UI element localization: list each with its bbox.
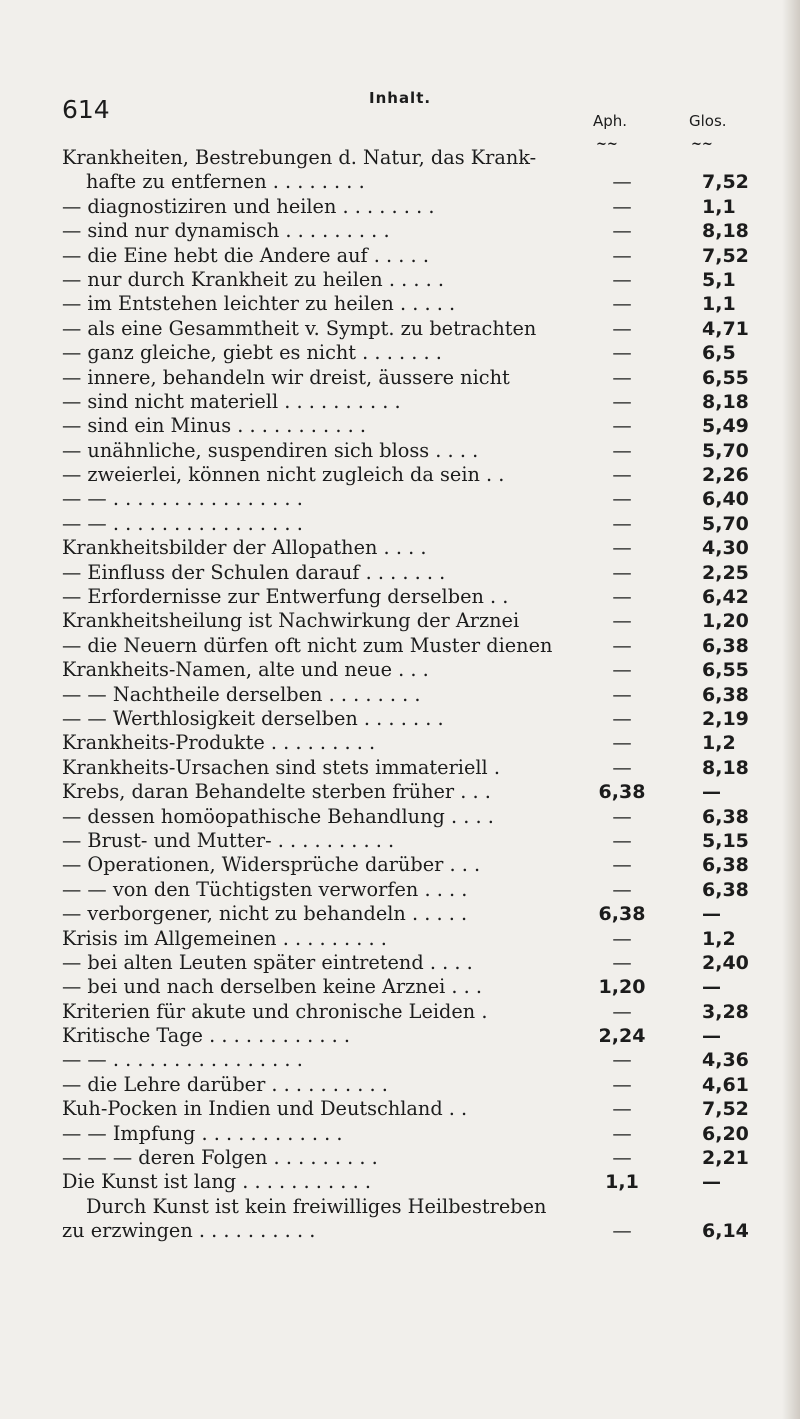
aph-reference: — [612,487,632,511]
index-list [62,146,762,1244]
aph-reference: — [612,609,632,633]
index-entry-text: Krankheits-Namen, alte und neue . . . [62,658,429,682]
aph-reference: — [612,243,632,267]
index-entry-text: — — Impfung . . . . . . . . . . . . [62,1121,343,1145]
index-row [62,658,762,682]
index-entry-text: — diagnostiziren und heilen . . . . . . . . [62,194,435,218]
index-entry-text: — verborgener, nicht zu behandeln . . . . . [62,902,468,926]
aph-reference: — [612,170,632,194]
glos-reference: 1,1 [702,293,736,316]
glos-reference: 8,18 [702,220,749,243]
aph-reference: — [612,1121,632,1145]
index-entry-text: — bei alten Leuten später eintretend . . . . [62,950,473,974]
index-entry-text: Kriterien für akute und chronische Leiden . [62,999,488,1023]
glos-reference: 1,2 [702,732,736,755]
index-entry-text: — ganz gleiche, giebt es nicht . . . . . . . [62,341,442,365]
index-entry-text: Krankheits-Produkte . . . . . . . . . [62,731,376,755]
glos-reference: 5,70 [702,512,749,535]
index-entry-text: — — von den Tüchtigsten verworfen . . . . [62,877,468,901]
glos-reference: 1,2 [702,927,736,950]
column-header-glos: Glos. [689,112,727,130]
aph-reference: — [612,853,632,877]
aph-reference: — [612,316,632,340]
index-row [62,1000,762,1024]
index-entry-text: — die Eine hebt die Andere auf . . . . . [62,243,429,267]
index-entry-text: — innere, behandeln wir dreist, äussere nicht [62,365,510,389]
index-row [62,853,762,877]
index-entry-text: — — . . . . . . . . . . . . . . . . [62,1048,303,1072]
aph-reference: — [612,1146,632,1170]
index-row [62,341,762,365]
index-row [62,1219,762,1243]
index-row [62,634,762,658]
aph-reference: — [612,219,632,243]
index-row [62,1048,762,1072]
glos-reference: 8,18 [702,756,749,779]
index-entry-text: Die Kunst ist lang . . . . . . . . . . . [62,1170,371,1194]
index-row [62,927,762,951]
glos-reference: 5,1 [702,268,736,291]
index-entry-text: — als eine Gesammtheit v. Sympt. zu betrachten [62,316,537,340]
aph-reference: — [612,341,632,365]
index-row [62,878,762,902]
index-row [62,951,762,975]
index-entry-text: — nur durch Krankheit zu heilen . . . . . [62,267,444,291]
index-entry-text: Krankheitsheilung ist Nachwirkung der Arznei [62,609,520,633]
glos-reference: 7,52 [702,244,749,267]
index-row [62,244,762,268]
aph-reference: — [612,414,632,438]
page-number: 614 [62,95,110,124]
glos-reference: 6,42 [702,586,749,609]
glos-reference: — [702,781,721,804]
aph-reference: — [612,365,632,389]
aph-brace-icon: ~~ [596,137,618,152]
index-row [62,829,762,853]
aph-reference: — [612,267,632,291]
index-entry-text: — — Werthlosigkeit derselben . . . . . . . [62,706,444,730]
glos-reference: 5,15 [702,829,749,852]
glos-reference: — [702,903,721,926]
glos-reference: 6,38 [702,805,749,828]
running-title: Inhalt. [369,89,432,107]
glos-reference: 6,55 [702,659,749,682]
index-row [62,292,762,316]
index-entry-text: Kuh-Pocken in Indien und Deutschland . . [62,1097,468,1121]
index-entry-text: — bei und nach derselben keine Arznei . . . [62,975,483,999]
index-row [62,1073,762,1097]
aph-reference: — [612,463,632,487]
aph-reference: — [612,511,632,535]
index-entry-text: — Operationen, Widersprüche darüber . . . [62,853,481,877]
aph-reference: 6,38 [598,781,646,804]
index-entry-text: — unähnliche, suspendiren sich bloss . . . . [62,438,479,462]
index-row [62,512,762,536]
index-row [62,390,762,414]
index-row [62,585,762,609]
index-row [62,414,762,438]
index-entry-text: — Einfluss der Schulen darauf . . . . . . . [62,560,446,584]
glos-reference: — [702,1171,721,1194]
index-row [62,805,762,829]
aph-reference: 1,20 [598,976,646,999]
aph-reference: — [612,389,632,413]
aph-reference: — [612,999,632,1023]
index-entry-text: — — Nachtheile derselben . . . . . . . . [62,682,421,706]
index-row [62,439,762,463]
glos-reference: 6,5 [702,342,736,365]
glos-reference: 6,20 [702,1122,749,1145]
glos-reference: 3,28 [702,1000,749,1023]
index-entry-text: — sind nur dynamisch . . . . . . . . . [62,219,390,243]
glos-reference: 7,52 [702,171,749,194]
index-row [62,487,762,511]
glos-reference: 8,18 [702,390,749,413]
glos-reference: 6,38 [702,683,749,706]
index-row [62,219,762,243]
glos-reference: 2,40 [702,951,749,974]
aph-reference: — [612,536,632,560]
glos-brace-icon: ~~ [691,137,713,152]
aph-reference: — [612,292,632,316]
glos-reference: 4,36 [702,1049,749,1072]
index-row [62,463,762,487]
glos-reference: 2,21 [702,1147,749,1170]
glos-reference: 4,71 [702,317,749,340]
aph-reference: — [612,1097,632,1121]
aph-reference: 1,1 [605,1171,639,1194]
glos-reference: — [702,976,721,999]
index-entry-text: — — — deren Folgen . . . . . . . . . [62,1146,378,1170]
index-entry-text: Kritische Tage . . . . . . . . . . . . [62,1024,351,1048]
aph-reference: — [612,1219,632,1243]
index-entry-text: — die Lehre darüber . . . . . . . . . . [62,1072,388,1096]
index-entry-text: — zweierlei, können nicht zugleich da sein . . [62,463,505,487]
aph-reference: — [612,828,632,852]
glos-reference: 6,38 [702,634,749,657]
index-row [62,170,762,194]
index-entry-text: Durch Kunst ist kein freiwilliges Heilbestreben [86,1194,547,1218]
index-row [62,1024,762,1048]
index-row [62,780,762,804]
aph-reference: — [612,633,632,657]
glos-reference: 6,14 [702,1220,749,1243]
index-row [62,195,762,219]
glos-reference: — [702,1025,721,1048]
index-row [62,975,762,999]
aph-reference: — [612,658,632,682]
glos-reference: 5,70 [702,439,749,462]
index-entry-text: — Erfordernisse zur Entwerfung derselben . . [62,585,509,609]
aph-reference: — [612,438,632,462]
glos-reference: 4,61 [702,1073,749,1096]
column-header-aph: Aph. [593,112,628,130]
glos-reference: 7,52 [702,1098,749,1121]
index-entry-text: — im Entstehen leichter zu heilen . . . . . [62,292,456,316]
aph-reference: — [612,926,632,950]
aph-reference: — [612,804,632,828]
aph-reference: — [612,1072,632,1096]
index-entry-text: hafte zu entfernen . . . . . . . . [86,170,365,194]
index-entry-text: — dessen homöopathische Behandlung . . . . [62,804,494,828]
index-entry-text: Krankheits-Ursachen sind stets immateriell . [62,755,500,779]
index-entry-text: — Brust- und Mutter- . . . . . . . . . . [62,828,395,852]
aph-reference: — [612,560,632,584]
aph-reference: 2,24 [598,1025,646,1048]
aph-reference: — [612,682,632,706]
aph-reference: — [612,950,632,974]
glos-reference: 1,20 [702,610,749,633]
aph-reference: — [612,731,632,755]
index-entry-text: — sind ein Minus . . . . . . . . . . . [62,414,366,438]
aph-reference: 6,38 [598,903,646,926]
index-entry-text: Krankheiten, Bestrebungen d. Natur, das Krank- [62,146,537,169]
index-entry-text: zu erzwingen . . . . . . . . . . [62,1219,316,1243]
glos-reference: 6,40 [702,488,749,511]
index-entry-text: — — . . . . . . . . . . . . . . . . [62,487,303,511]
index-row [62,707,762,731]
index-row [62,731,762,755]
page-header [62,88,762,152]
index-row [62,1097,762,1121]
aph-reference: — [612,1048,632,1072]
index-row [62,561,762,585]
index-entry-text: — sind nicht materiell . . . . . . . . . . [62,389,401,413]
glos-reference: 6,38 [702,878,749,901]
aph-reference: — [612,585,632,609]
index-entry-text: — die Neuern dürfen oft nicht zum Muster dienen [62,633,553,657]
index-row [62,756,762,780]
index-row [62,317,762,341]
index-entry-text: Krebs, daran Behandelte sterben früher . . . [62,780,491,804]
index-row [62,268,762,292]
glos-reference: 1,1 [702,195,736,218]
index-row [62,366,762,390]
index-row [62,609,762,633]
page-edge-shadow [782,0,800,1419]
glos-reference: 2,19 [702,707,749,730]
index-row [62,146,762,170]
glos-reference: 5,49 [702,415,749,438]
index-row [62,1170,762,1194]
index-entry-text: Krankheitsbilder der Allopathen . . . . [62,536,427,560]
aph-reference: — [612,194,632,218]
index-row [62,1146,762,1170]
glos-reference: 6,38 [702,854,749,877]
aph-reference: — [612,877,632,901]
aph-reference: — [612,706,632,730]
glos-reference: 2,26 [702,464,749,487]
index-row [62,1195,762,1219]
index-row [62,902,762,926]
index-row [62,683,762,707]
glos-reference: 2,25 [702,561,749,584]
index-row [62,536,762,560]
aph-reference: — [612,755,632,779]
index-entry-text: Krisis im Allgemeinen . . . . . . . . . [62,926,387,950]
glos-reference: 4,30 [702,537,749,560]
index-entry-text: — — . . . . . . . . . . . . . . . . [62,511,303,535]
glos-reference: 6,55 [702,366,749,389]
index-row [62,1122,762,1146]
